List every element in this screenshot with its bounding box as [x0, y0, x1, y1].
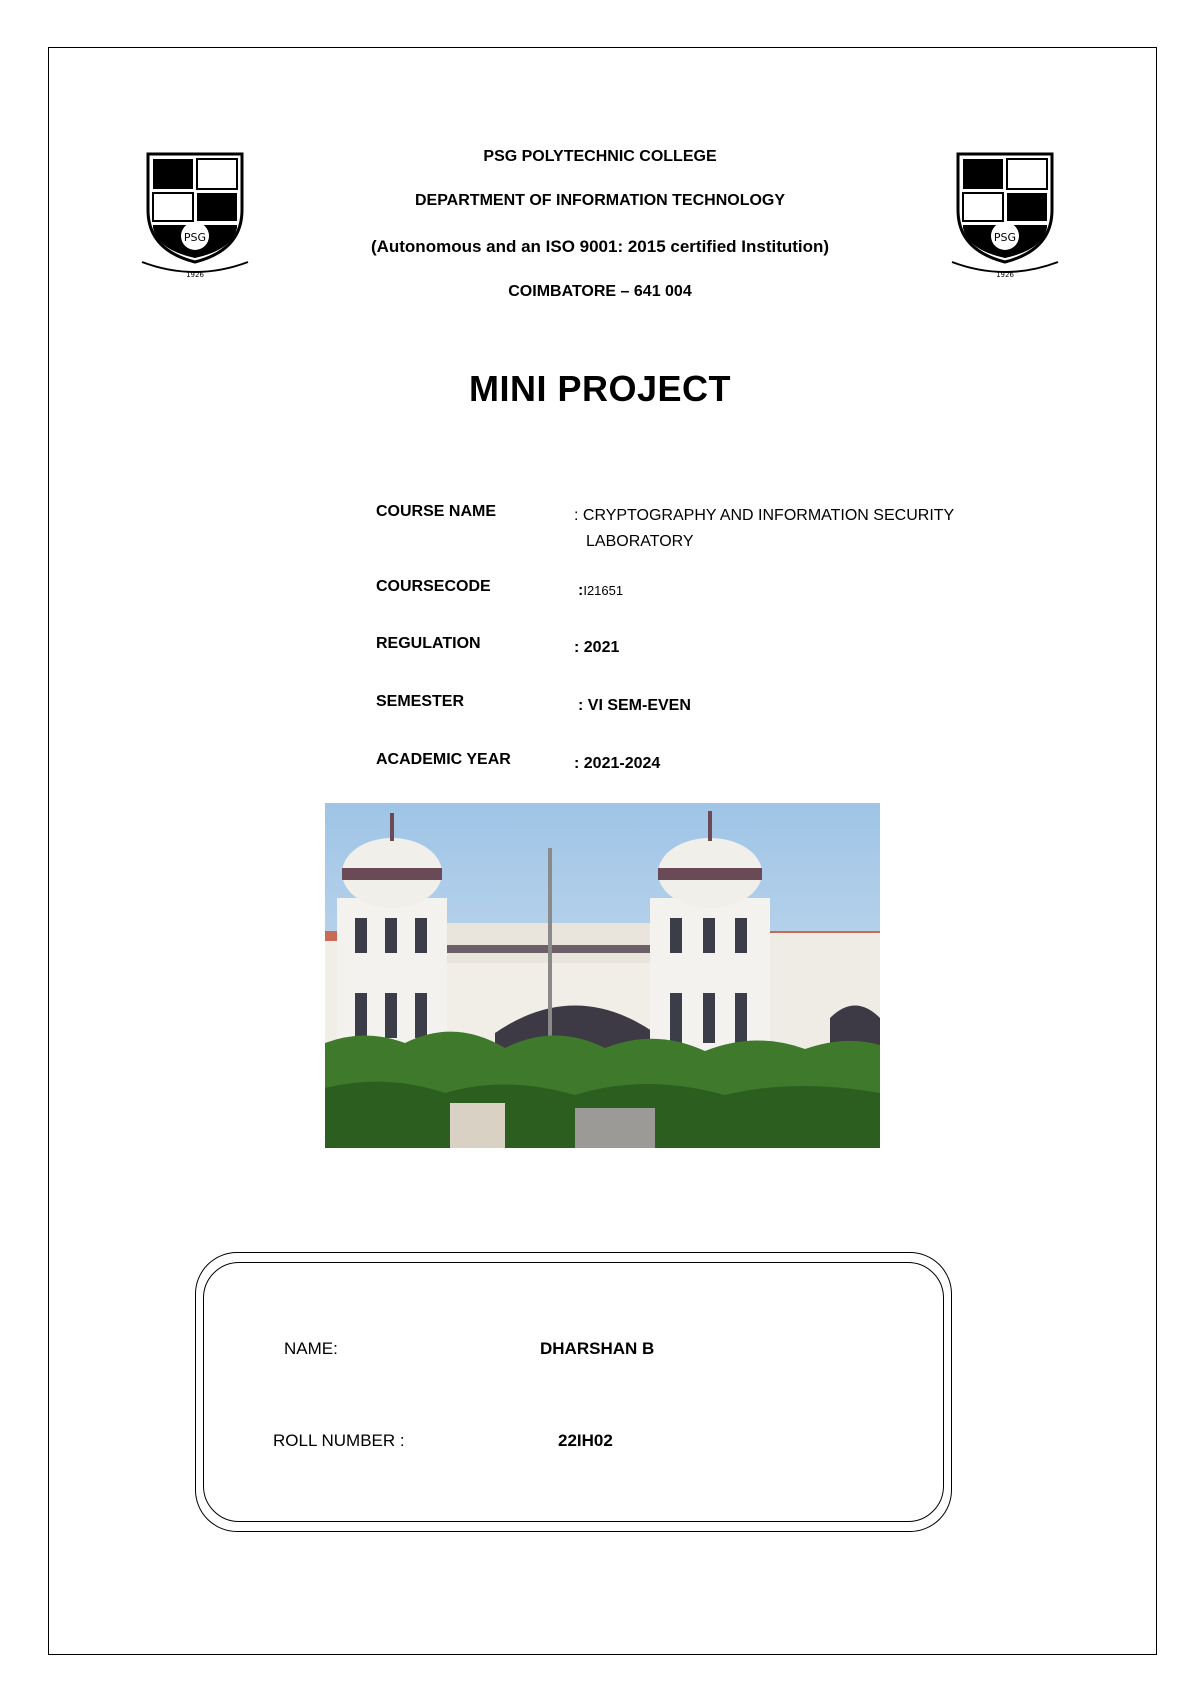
roll-number-value: 22IH02 — [558, 1431, 613, 1450]
institution-status: (Autonomous and an ISO 9001: 2015 certified Institution) — [370, 237, 830, 256]
course-code-colon: : — [578, 582, 584, 599]
svg-text:PSG: PSG — [993, 231, 1017, 244]
name-label: NAME: — [284, 1339, 338, 1358]
college-name: PSG POLYTECHNIC COLLEGE — [483, 148, 717, 165]
svg-text:1926: 1926 — [996, 271, 1014, 279]
course-name-label: COURSE NAME — [376, 503, 497, 520]
name-value: DHARSHAN B — [540, 1339, 655, 1358]
course-code-label: COURSECODE — [376, 578, 491, 595]
student-info-box-inner — [203, 1262, 944, 1522]
course-name-value — [574, 503, 1054, 555]
course-name-line2: LABORATORY — [586, 533, 694, 550]
department-name: DEPARTMENT OF INFORMATION TECHNOLOGY — [414, 192, 786, 209]
regulation-label: REGULATION — [376, 635, 481, 652]
academic-year-value: : 2021-2024 — [574, 755, 661, 772]
svg-text:PSG: PSG — [183, 231, 207, 244]
college-location: COIMBATORE – 641 004 — [508, 283, 692, 300]
course-code-text: I21651 — [583, 583, 624, 598]
course-name-line1: : CRYPTOGRAPHY AND INFORMATION SECURITY — [574, 507, 955, 524]
academic-year-label: ACADEMIC YEAR — [376, 751, 511, 768]
regulation-value: : 2021 — [574, 639, 620, 656]
semester-label: SEMESTER — [376, 693, 465, 710]
svg-text:1926: 1926 — [186, 271, 204, 279]
college-crest-icon — [140, 150, 250, 280]
roll-number-label: ROLL NUMBER : — [273, 1431, 405, 1450]
course-code-value — [578, 578, 1058, 604]
semester-value: : VI SEM-EVEN — [578, 697, 691, 714]
college-building-photo — [325, 803, 880, 1148]
document-title: MINI PROJECT — [468, 368, 732, 409]
college-crest-icon — [950, 150, 1060, 280]
